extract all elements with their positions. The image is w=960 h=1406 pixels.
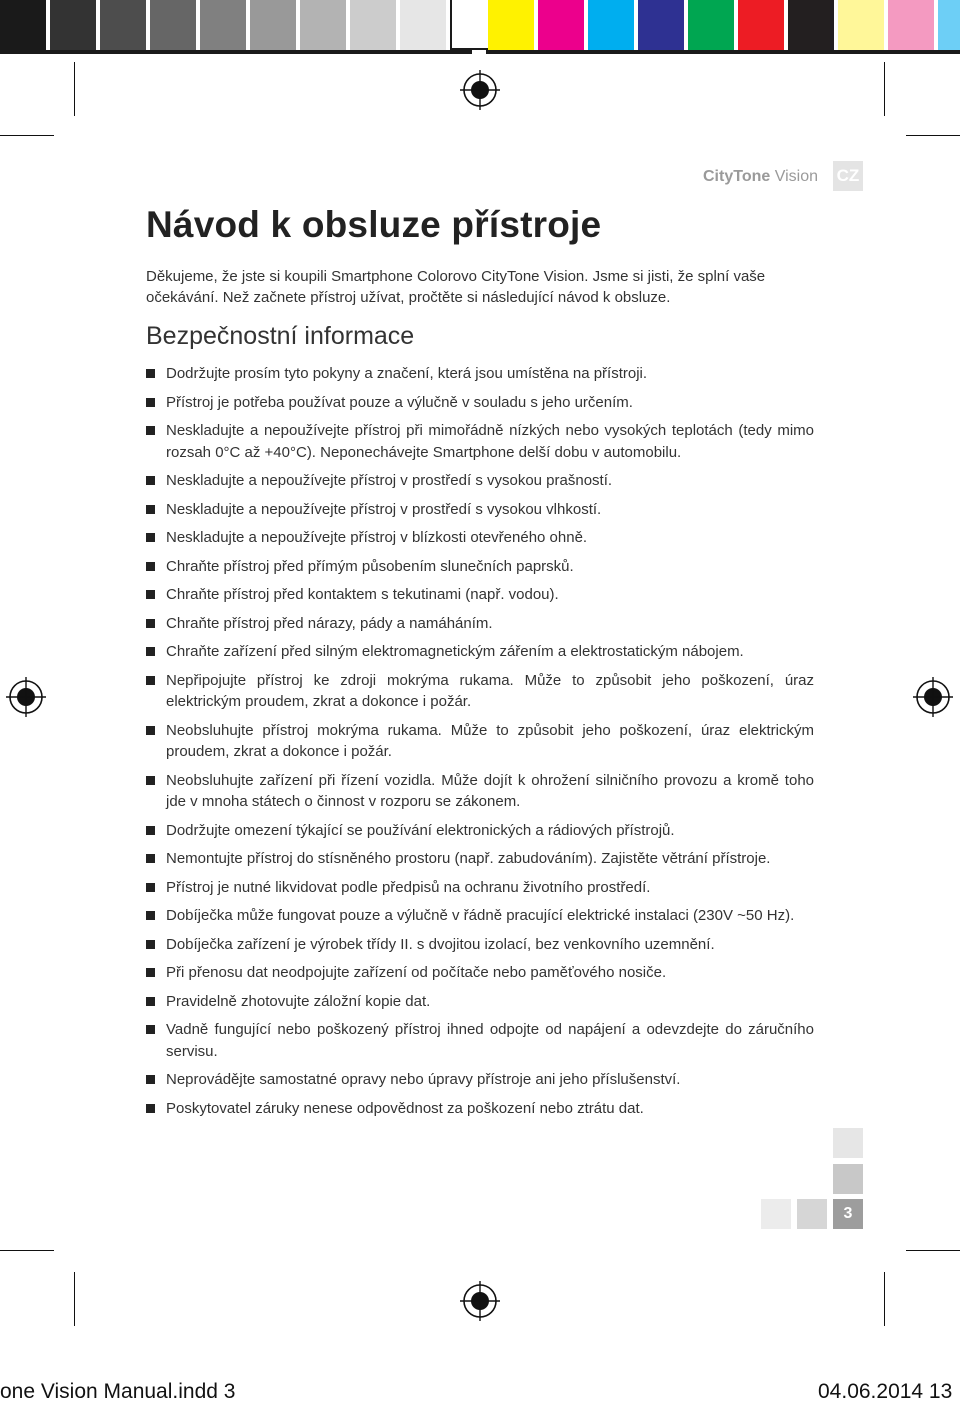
color-swatch xyxy=(938,0,960,50)
safety-rule-item xyxy=(146,363,814,385)
crop-mark-top-right-horizontal xyxy=(906,135,960,136)
brand-name xyxy=(703,168,818,186)
safety-rule-text: Dobíječka zařízení je výrobek třídy II. s dvojitou izolací, bez venkovního uzemnění. xyxy=(166,935,715,953)
square-bullet-icon xyxy=(146,426,155,435)
safety-rule-item xyxy=(146,905,814,927)
safety-rule-text: Neprovádějte samostatné opravy nebo úpravy přístroje ani jeho příslušenství. xyxy=(166,1071,681,1088)
safety-rule-text: Neskladujte a nepoužívejte přístroj při mimořádně nízkých nebo vysokých teplotách (tedy mimo rozsah 0°C až +40°C). Neponechávejte Smartphone delší dobu v automobilu. xyxy=(166,422,814,461)
color-swatch xyxy=(488,0,534,50)
square-bullet-icon xyxy=(146,619,155,628)
safety-rule-item xyxy=(146,641,814,663)
decor-box-mid xyxy=(833,1164,863,1194)
swatch-baseline-left xyxy=(0,50,472,54)
safety-rule-item xyxy=(146,527,814,549)
gray-swatch xyxy=(350,0,396,50)
color-swatch-strip xyxy=(488,0,960,50)
safety-rule-item xyxy=(146,962,814,984)
gray-swatch xyxy=(50,0,96,50)
registration-mark-bottom-icon xyxy=(460,1281,500,1321)
color-swatch xyxy=(638,0,684,50)
page-title: Návod k obsluze přístroje xyxy=(146,204,602,245)
square-bullet-icon xyxy=(146,533,155,542)
color-swatch xyxy=(588,0,634,50)
grayscale-swatch-strip xyxy=(0,0,500,50)
safety-rule-item xyxy=(146,1098,814,1120)
square-bullet-icon xyxy=(146,398,155,407)
square-bullet-icon xyxy=(146,1075,155,1084)
registration-mark-top-icon xyxy=(460,70,500,110)
safety-rule-text: Chraňte přístroj před nárazy, pády a namáháním. xyxy=(166,614,493,632)
square-bullet-icon xyxy=(146,776,155,785)
color-swatch xyxy=(788,0,834,50)
crop-mark-top-left-vertical xyxy=(74,62,75,116)
safety-rule-text: Neobsluhujte přístroj mokrýma rukama. Může to způsobit jeho poškození, úraz elektrickým proudem, zkrat a dokonce i požár. xyxy=(166,721,814,760)
safety-rule-item xyxy=(146,934,814,956)
safety-rule-item xyxy=(146,584,814,606)
square-bullet-icon xyxy=(146,1104,155,1113)
gray-swatch xyxy=(100,0,146,50)
safety-rule-item xyxy=(146,877,814,899)
safety-rule-text: Pravidelně zhotovujte záložní kopie dat. xyxy=(166,992,431,1010)
square-bullet-icon xyxy=(146,940,155,949)
square-bullet-icon xyxy=(146,676,155,685)
crop-mark-bottom-left-vertical xyxy=(74,1272,75,1326)
language-badge: CZ xyxy=(833,161,863,191)
safety-rule-text: Nepřipojujte přístroj ke zdroji mokrýma rukama. Může to způsobit jeho poškození, úraz elektrickým proudem, zkrat a dokonce i požár. xyxy=(166,671,814,710)
safety-rule-text: Při přenosu dat neodpojujte zařízení od počítače nebo paměťového nosiče. xyxy=(166,964,667,981)
registration-mark-left-icon xyxy=(6,677,46,717)
square-bullet-icon xyxy=(146,590,155,599)
safety-rule-item xyxy=(146,670,814,713)
gray-swatch xyxy=(150,0,196,50)
page-number: 3 xyxy=(833,1199,863,1229)
safety-rules-list xyxy=(146,363,814,1126)
safety-rule-text: Přístroj je potřeba používat pouze a výlučně v souladu s jeho určením. xyxy=(166,393,633,411)
safety-rule-item xyxy=(146,991,814,1013)
square-bullet-icon xyxy=(146,562,155,571)
safety-rule-item xyxy=(146,556,814,578)
gray-swatch xyxy=(400,0,446,50)
square-bullet-icon xyxy=(146,854,155,863)
square-bullet-icon xyxy=(146,505,155,514)
safety-rule-text: Přístroj je nutné likvidovat podle předpisů na ochranu životního prostředí. xyxy=(166,878,651,896)
decor-box-left xyxy=(761,1199,791,1229)
gray-swatch xyxy=(200,0,246,50)
square-bullet-icon xyxy=(146,647,155,656)
square-bullet-icon xyxy=(146,826,155,835)
safety-rule-item xyxy=(146,770,814,813)
safety-rule-text: Nemontujte přístroj do stísněného prostoru (např. zabudováním). Zajistěte větrání přístroje. xyxy=(166,850,771,867)
gray-swatch xyxy=(250,0,296,50)
safety-rule-item xyxy=(146,720,814,763)
safety-rule-text: Poskytovatel záruky nenese odpovědnost za poškození nebo ztrátu dat. xyxy=(166,1099,644,1117)
square-bullet-icon xyxy=(146,968,155,977)
safety-rule-text: Neskladujte a nepoužívejte přístroj v prostředí s vysokou prašností. xyxy=(166,472,613,489)
square-bullet-icon xyxy=(146,883,155,892)
slug-filename: one Vision Manual.indd 3 xyxy=(0,1380,236,1403)
safety-rule-text: Dodržujte prosím tyto pokyny a značení, která jsou umístěna na přístroji. xyxy=(166,365,648,382)
gray-swatch xyxy=(0,0,46,50)
crop-mark-top-right-vertical xyxy=(884,62,885,116)
safety-rule-item xyxy=(146,1069,814,1091)
gray-swatch xyxy=(300,0,346,50)
safety-rule-item xyxy=(146,470,814,492)
color-swatch xyxy=(688,0,734,50)
square-bullet-icon xyxy=(146,997,155,1006)
brand-name-light: Vision xyxy=(770,168,818,185)
brand-name-bold: CityTone xyxy=(703,168,771,185)
safety-rule-item xyxy=(146,820,814,842)
square-bullet-icon xyxy=(146,476,155,485)
safety-rule-text: Vadně fungující nebo poškozený přístroj ihned odpojte od napájení a odevzdejte do záručního servisu. xyxy=(166,1021,814,1060)
safety-rule-item xyxy=(146,613,814,635)
color-swatch xyxy=(538,0,584,50)
decor-box-light xyxy=(833,1128,863,1158)
slug-date: 04.06.2014 13 xyxy=(818,1380,953,1403)
safety-rule-text: Neobsluhujte zařízení při řízení vozidla. Může dojít k ohrožení silničního provozu a kromě toho jde v mnoha státech o činnost v rozporu se zákonem. xyxy=(166,771,814,810)
safety-rule-text: Neskladujte a nepoužívejte přístroj v prostředí s vysokou vlhkostí. xyxy=(166,500,602,518)
crop-mark-bottom-right-horizontal xyxy=(906,1250,960,1251)
square-bullet-icon xyxy=(146,369,155,378)
color-swatch xyxy=(888,0,934,50)
safety-rule-text: Chraňte přístroj před kontaktem s tekutinami (např. vodou). xyxy=(166,586,559,603)
crop-mark-bottom-left-horizontal xyxy=(0,1250,54,1251)
square-bullet-icon xyxy=(146,911,155,920)
decor-box-center xyxy=(797,1199,827,1229)
square-bullet-icon xyxy=(146,726,155,735)
safety-rule-text: Chraňte přístroj před přímým působením slunečních paprsků. xyxy=(166,557,574,575)
safety-rule-text: Chraňte zařízení před silným elektromagnetickým zářením a elektrostatickým nábojem. xyxy=(166,643,744,660)
registration-mark-right-icon xyxy=(913,677,953,717)
safety-rule-item xyxy=(146,848,814,870)
safety-rule-item xyxy=(146,1019,814,1062)
section-heading: Bezpečnostní informace xyxy=(146,322,415,350)
safety-rule-item xyxy=(146,499,814,521)
square-bullet-icon xyxy=(146,1025,155,1034)
safety-rule-item xyxy=(146,420,814,463)
color-swatch xyxy=(738,0,784,50)
intro-paragraph: Děkujeme, že jste si koupili Smartphone Colorovo CityTone Vision. Jsme si jisti, že splní vaše očekávání. Než začnete přístroj užívat, pročtěte si následující návod k obsluze. xyxy=(146,268,766,306)
safety-rule-text: Dodržujte omezení týkající se používání elektronických a rádiových přístrojů. xyxy=(166,821,675,839)
safety-rule-item xyxy=(146,392,814,414)
swatch-baseline-right xyxy=(486,50,960,54)
crop-mark-top-left-horizontal xyxy=(0,135,54,136)
crop-mark-bottom-right-vertical xyxy=(884,1272,885,1326)
color-swatch xyxy=(838,0,884,50)
safety-rule-text: Neskladujte a nepoužívejte přístroj v blízkosti otevřeného ohně. xyxy=(166,529,588,546)
safety-rule-text: Dobíječka může fungovat pouze a výlučně v řádně pracující elektrické instalaci (230V ~50 Hz). xyxy=(166,907,795,924)
